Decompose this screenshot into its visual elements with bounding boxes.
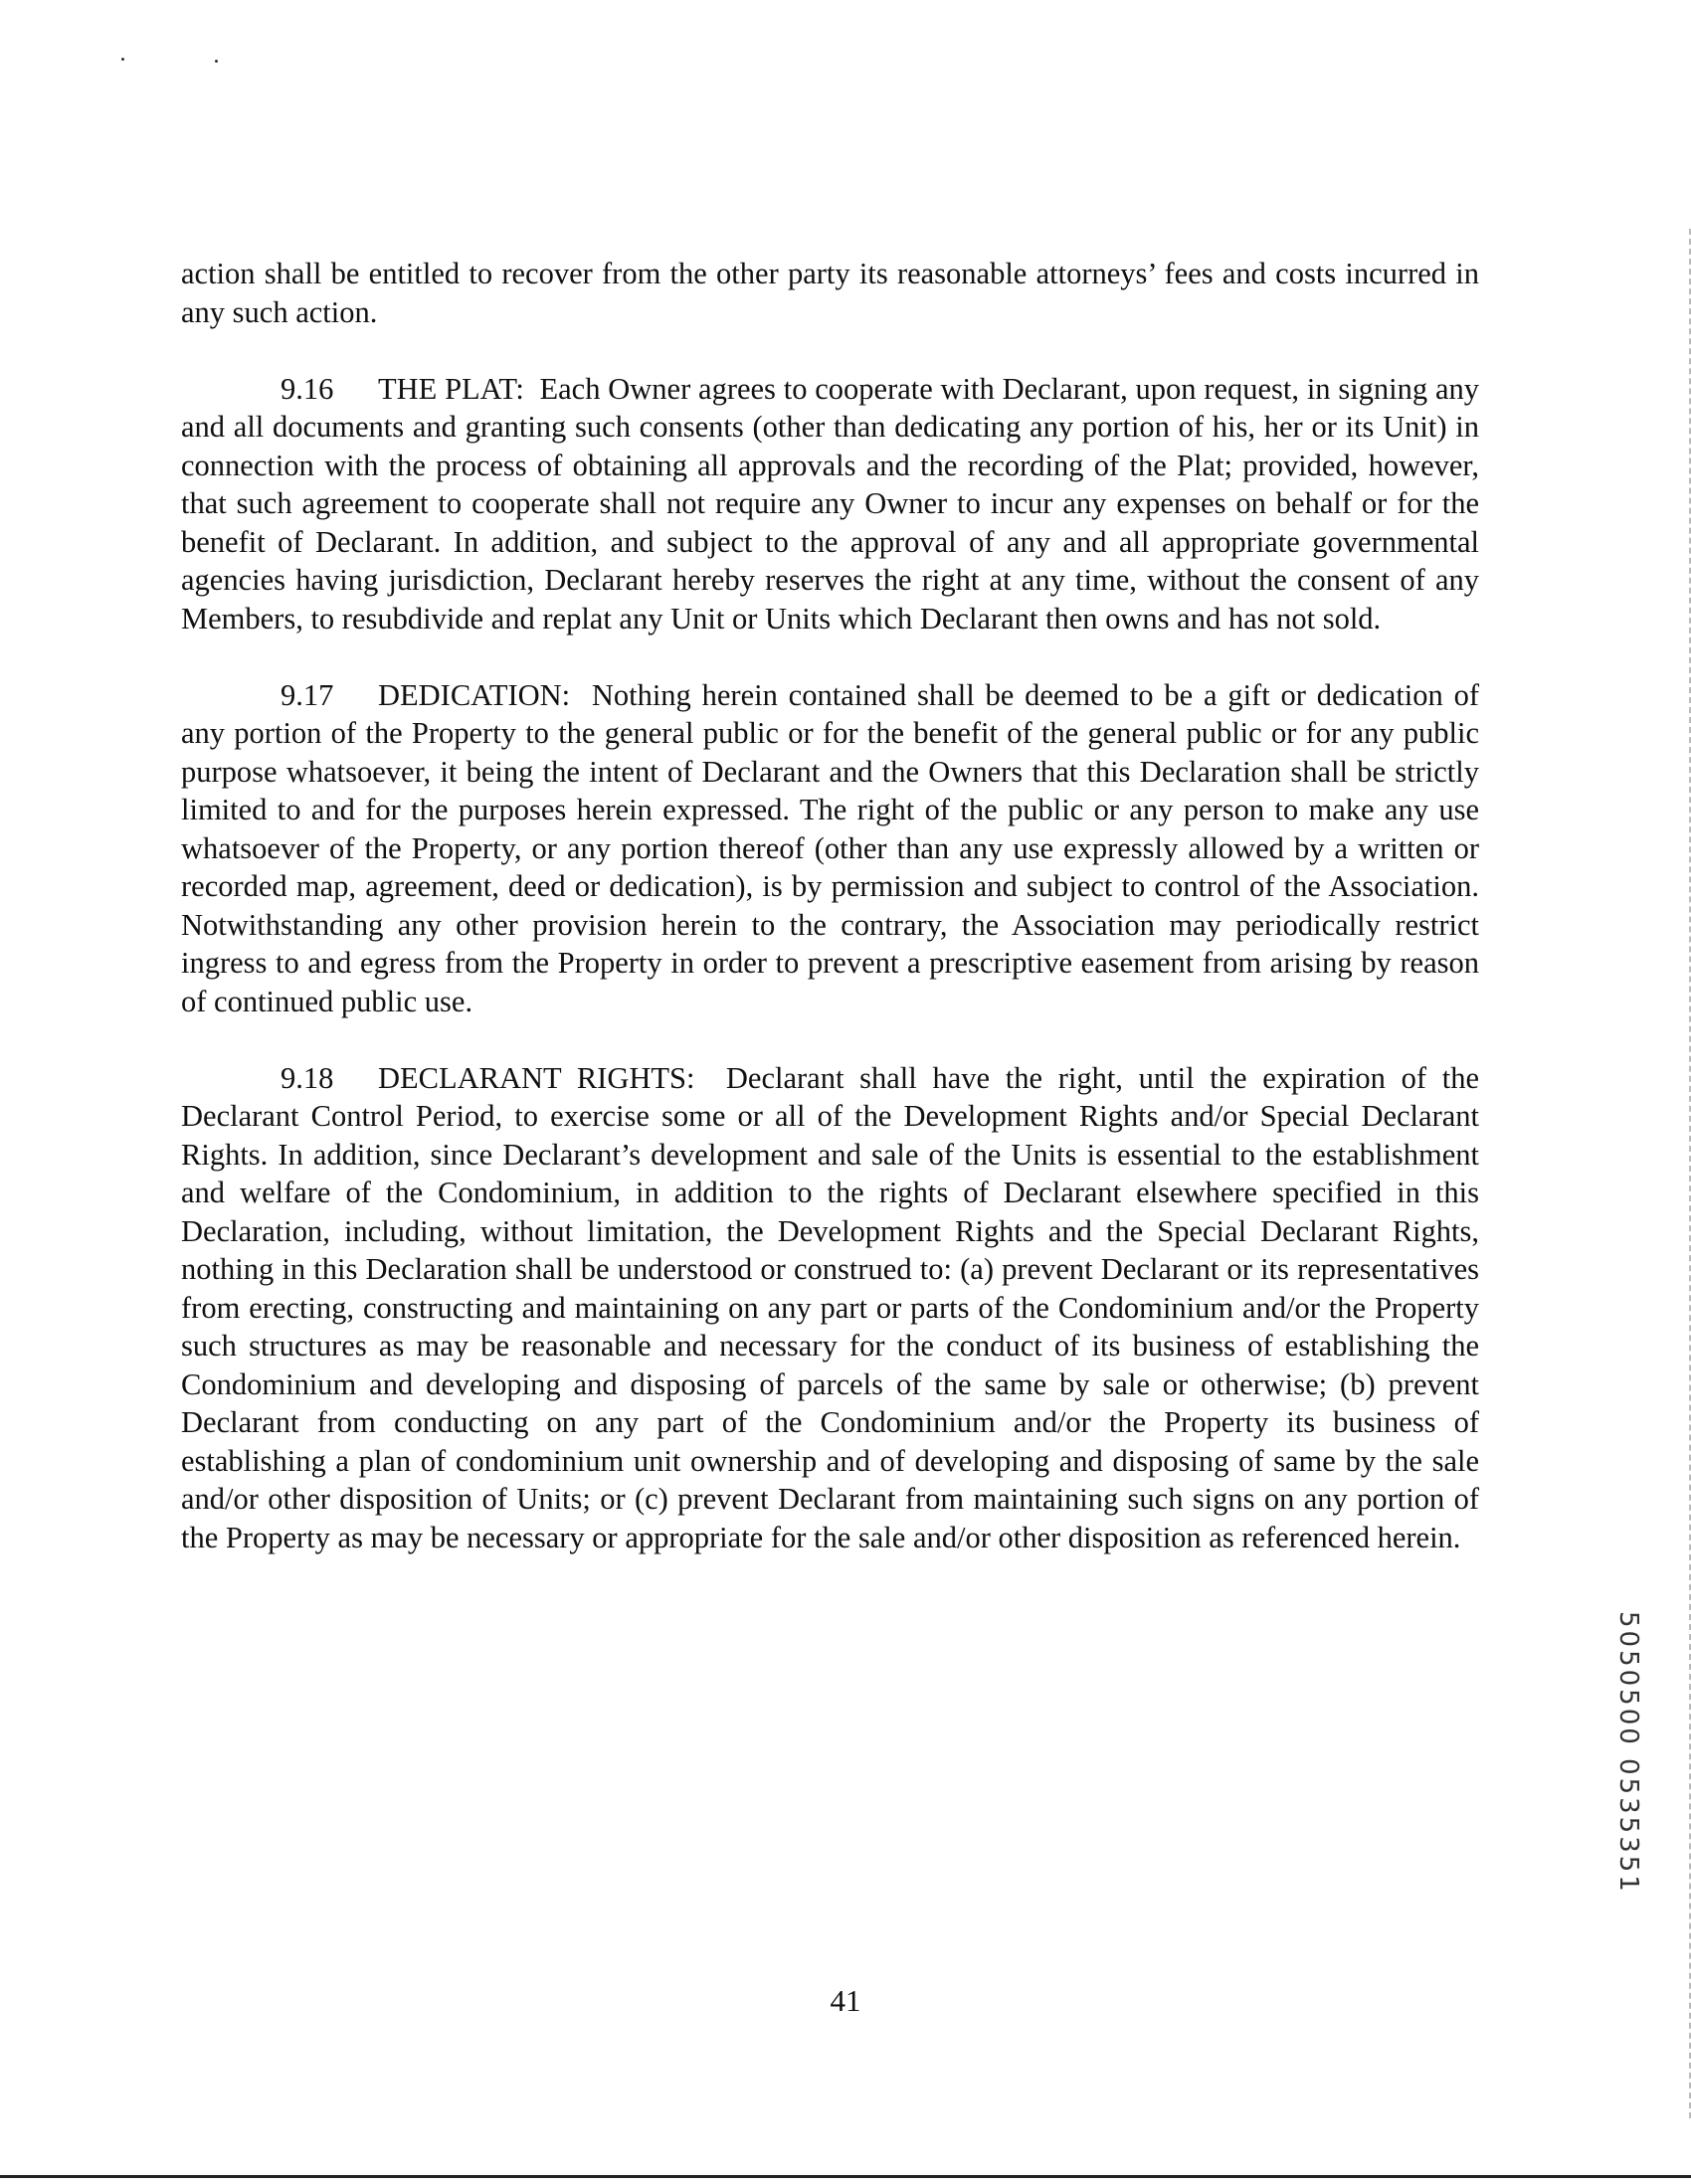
document-id-stamp: 5050500 0535351 — [1613, 1611, 1643, 1895]
section-number: 9.17 — [281, 677, 334, 712]
section-9-16 — [181, 370, 1479, 638]
section-text: Each Owner agrees to cooperate with Declarant, upon request, in signing any and all documents and granting such consents (other than dedicating any portion of his, her or its Unit) in connection with the process of obtaining all approvals and the recording of the Plat; provided, however, that such agreement to cooperate shall not require any Owner to incur any expenses on behalf or for the benefit of Declarant. In addition, and subject to the approval of any and all appropriate governmental agencies having jurisdiction, Declarant hereby reserves the right at any time, without the consent of any Members, to resubdivide and replat any Unit or Units which Declarant then owns and has not sold. — [181, 371, 1479, 636]
section-number: 9.16 — [281, 371, 334, 406]
section-text: Declarant shall have the right, until the expiration of the Declarant Control Period, to exercise some or all of the Development Rights and/or Special Declarant Rights. In addition, since Declarant’s development and sale of the Units is essential to the establishment and welfare of the Condominium, in addition to the rights of Declarant elsewhere specified in this Declaration, including, without limitation, the Development Rights and the Special Declarant Rights, nothing in this Declaration shall be understood or construed to: (a) prevent Declarant or its representatives from erecting, constructing and maintaining on any part or parts of the Condominium and/or the Property such structures as may be reasonable and necessary for the conduct of its business of establishing the Condominium and developing and disposing of parcels of the same by sale or otherwise; (b) prevent Declarant from conducting on any part of the Condominium and/or the Property its business of establishing a plan of condominium unit ownership and of developing and disposing of same by the sale and/or other disposition of Units; or (c) prevent Declarant from maintaining such signs on any portion of the Property as may be necessary or appropriate for the sale and/or other disposition as referenced herein. — [181, 1060, 1479, 1554]
continuation-paragraph — [181, 255, 1479, 331]
section-number: 9.18 — [281, 1060, 334, 1095]
page-number: 41 — [830, 1983, 861, 2018]
section-9-17 — [181, 676, 1479, 1021]
scan-edge — [1687, 229, 1691, 2118]
section-9-18 — [181, 1059, 1479, 1557]
section-heading: DEDICATION: — [378, 677, 571, 712]
section-heading: THE PLAT: — [378, 371, 524, 406]
continuation-text: action shall be entitled to recover from the other party its reasonable attorneys’ fees and costs incurred in any such action. — [181, 257, 1479, 329]
document-body — [181, 255, 1479, 1595]
section-heading: DECLARANT RIGHTS: — [378, 1060, 695, 1095]
section-text: Nothing herein contained shall be deemed to be a gift or dedication of any portion of the Property to the general public or for the benefit of the general public or for any public purpose whatsoever, it being the intent of Declarant and the Owners that this Declaration shall be strictly limited to and for the purposes herein expressed. The right of the public or any person to make any use whatsoever of the Property, or any portion thereof (other than any use expressly allowed by a written or recorded map, agreement, deed or dedication), is by permission and subject to control of the Association. Notwithstanding any other provision herein to the contrary, the Association may periodically restrict ingress to and egress from the Property in order to prevent a prescriptive easement from arising by reason of continued public use. — [181, 677, 1480, 1018]
scan-bottom-edge — [0, 2175, 1691, 2178]
scan-speck — [215, 60, 218, 63]
scan-speck — [121, 58, 124, 61]
